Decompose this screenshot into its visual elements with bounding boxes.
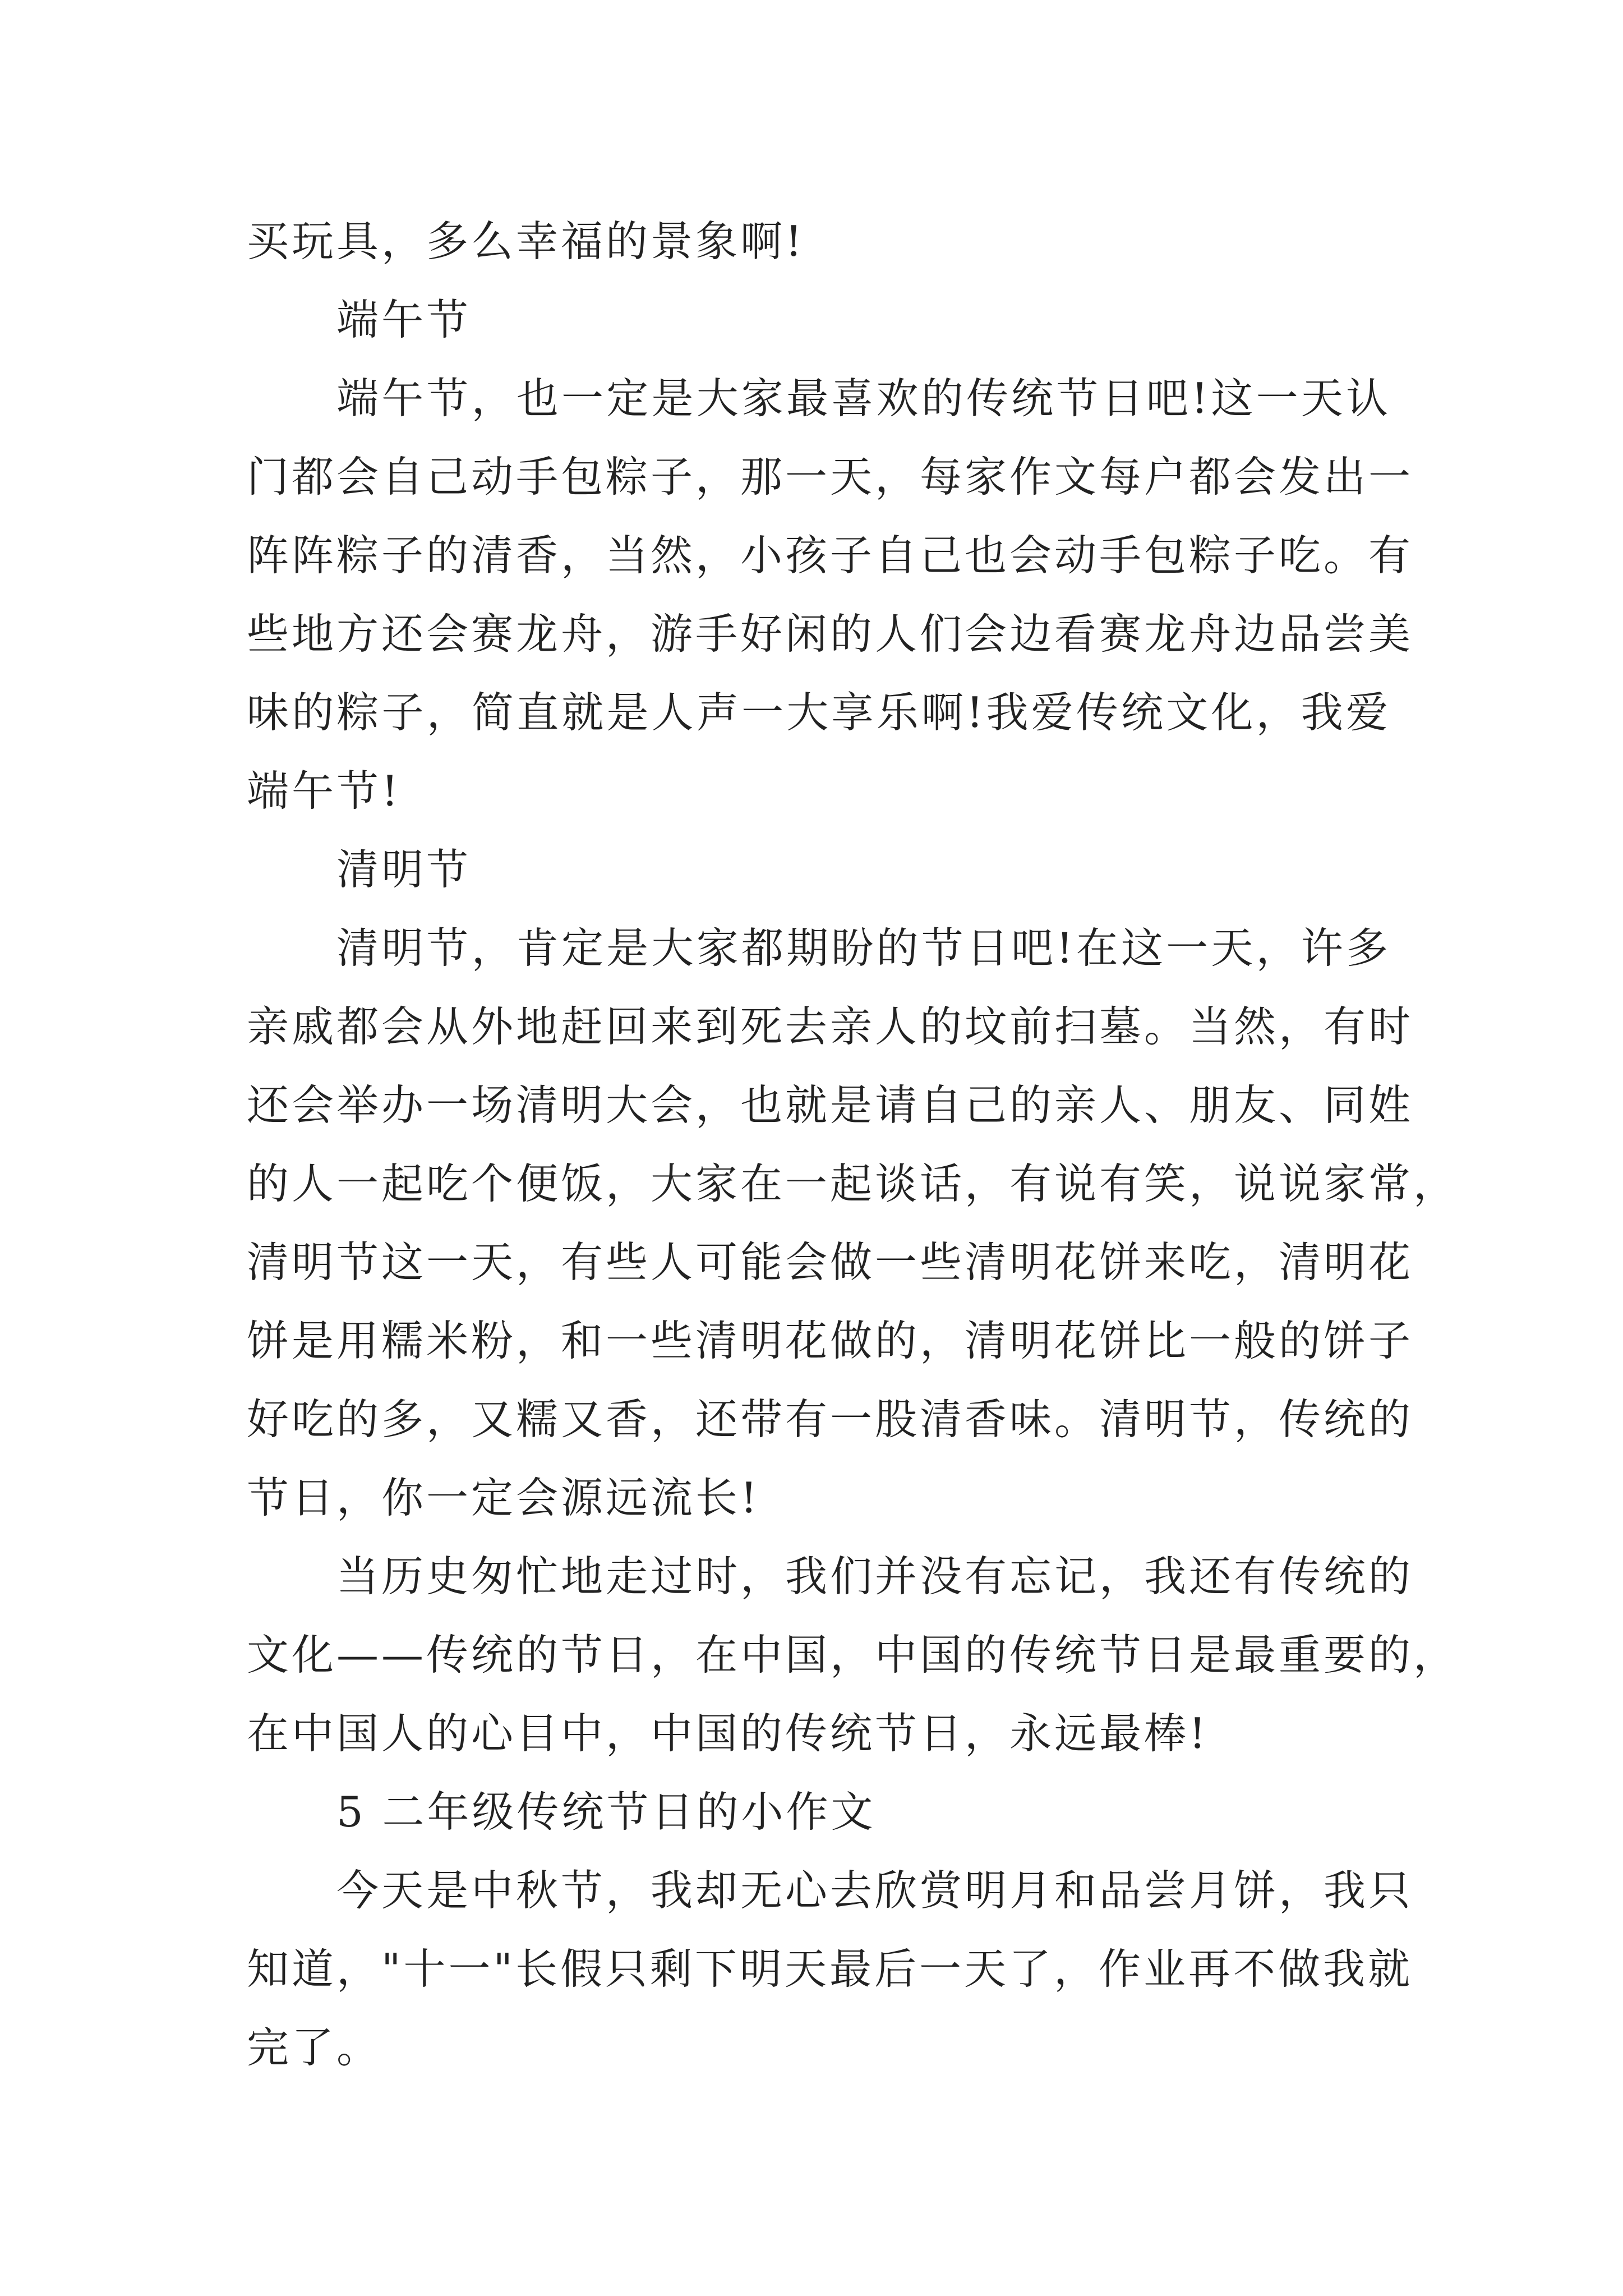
text-line: 知道，"十一"长假只剩下明天最后一天了，作业再不做我就 [247,1944,1413,1994]
document-body [247,202,1459,2087]
text-line: 今天是中秋节，我却无心去欣赏明月和品尝月饼，我只 [336,1866,1414,1915]
text-line: 还会举办一场清明大会，也就是请自己的亲人、朋友、同姓 [247,1080,1414,1130]
text-line: 门都会自己动手包粽子，那一天，每家作文每户都会发出一 [247,452,1414,501]
text-line: 当历史匆忙地走过时，我们并没有忘记，我还有传统的 [336,1552,1414,1601]
text-line: 完了。 [247,2023,382,2072]
text-line: 好吃的多，又糯又香，还带有一股清香味。清明节，传统的 [247,1395,1414,1444]
text-line: 文化——传统的节日，在中国，中国的传统节日是最重要的， [247,1630,1459,1680]
text-line: 端午节，也一定是大家最喜欢的传统节日吧!这一天认 [336,374,1391,423]
text-line: 清明节，肯定是大家都期盼的节日吧!在这一天，许多 [336,923,1391,973]
text-line: 5 二年级传统节日的小作文 [336,1787,876,1837]
text-line: 些地方还会赛龙舟，游手好闲的人们会边看赛龙舟边品尝美 [247,609,1414,659]
text-line: 亲戚都会从外地赶回来到死去亲人的坟前扫墓。当然，有时 [247,1002,1414,1051]
text-line: 买玩具，多么幸福的景象啊! [247,217,805,266]
text-line: 端午节 [336,295,472,344]
text-line: 阵阵粽子的清香，当然，小孩子自己也会动手包粽子吃。有 [247,531,1414,580]
text-line: 饼是用糯米粉，和一些清明花做的，清明花饼比一般的饼子 [247,1316,1414,1365]
text-line: 清明节这一天，有些人可能会做一些清明花饼来吃，清明花 [247,1237,1414,1287]
text-line: 节日，你一定会源远流长! [247,1473,760,1522]
text-line: 端午节! [247,766,402,816]
text-line: 清明节 [336,845,472,894]
text-line: 的人一起吃个便饭，大家在一起谈话，有说有笑，说说家常， [247,1159,1459,1208]
text-line: 味的粽子，简直就是人声一大享乐啊!我爱传统文化，我爱 [247,688,1391,737]
text-line: 在中国人的心目中，中国的传统节日，永远最棒! [247,1709,1209,1758]
